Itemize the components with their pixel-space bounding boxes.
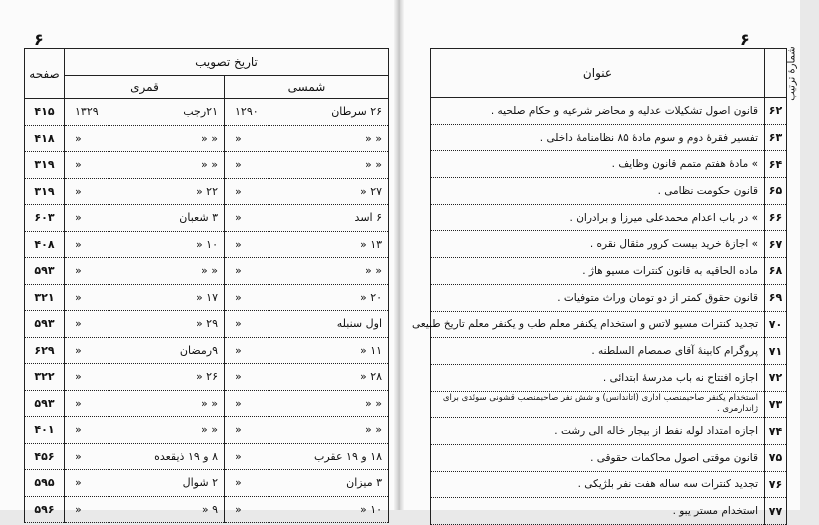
solar-year-cell: » xyxy=(225,152,269,179)
table-row xyxy=(25,364,389,391)
table-row xyxy=(431,391,787,418)
lunar-year-cell: » xyxy=(65,284,109,311)
table-row xyxy=(25,390,389,417)
number-cell: ۶۴ xyxy=(765,151,787,178)
number-cell: ۷۱ xyxy=(765,338,787,365)
title-cell: اجازه افتتاح نه باب مدرسهٔ ابتدائی . xyxy=(431,364,765,391)
lunar-year-cell: » xyxy=(65,125,109,152)
lunar-date-cell: » ۲۶ xyxy=(109,364,225,391)
page-cell: ۵۹۳ xyxy=(25,258,65,285)
solar-year-cell: » xyxy=(225,178,269,205)
lunar-year-cell: » xyxy=(65,152,109,179)
table-row xyxy=(25,178,389,205)
lunar-year-cell: » xyxy=(65,417,109,444)
title-cell: قانون حقوق کمتر از دو تومان وراث متوفیات . xyxy=(431,284,765,311)
solar-year-cell: ۱۲۹۰ xyxy=(225,99,269,126)
lunar-date-cell: » ۱۷ xyxy=(109,284,225,311)
title-cell: قانون موقتی اصول محاکمات حقوقی . xyxy=(431,444,765,471)
number-cell: ۷۷ xyxy=(765,498,787,525)
header-page: صفحه xyxy=(25,49,65,99)
table-row xyxy=(25,231,389,258)
title-cell: » در باب اعدام محمدعلی میرزا و برادران . xyxy=(431,204,765,231)
page-number: ۶ xyxy=(34,30,44,49)
solar-date-cell: » ۱۰ xyxy=(269,496,389,523)
lunar-year-cell: ۱۳۲۹ xyxy=(65,99,109,126)
solar-year-cell: » xyxy=(225,364,269,391)
lunar-year-cell: » xyxy=(65,337,109,364)
solar-year-cell: » xyxy=(225,390,269,417)
table-row xyxy=(431,418,787,445)
number-cell: ۶۷ xyxy=(765,231,787,258)
number-cell: ۷۵ xyxy=(765,444,787,471)
solar-year-cell: » xyxy=(225,496,269,523)
approval-dates-table xyxy=(24,48,389,523)
title-cell: » اجازهٔ خرید بیست کرور مثقال نقره . xyxy=(431,231,765,258)
solar-year-cell: » xyxy=(225,205,269,232)
table-row xyxy=(431,151,787,178)
table-row xyxy=(25,284,389,311)
lunar-date-cell: ۹رمضان xyxy=(109,337,225,364)
number-cell: ۷۴ xyxy=(765,418,787,445)
solar-date-cell: » ۲۰ xyxy=(269,284,389,311)
solar-date-cell: ۱۸ و ۱۹ عقرب xyxy=(269,443,389,470)
titles-table xyxy=(412,45,798,525)
solar-date-cell: » » xyxy=(269,125,389,152)
solar-date-cell: » ۲۷ xyxy=(269,178,389,205)
solar-year-cell: » xyxy=(225,443,269,470)
solar-year-cell: » xyxy=(225,470,269,497)
table-row xyxy=(431,444,787,471)
header-lunar: قمری xyxy=(65,76,225,99)
solar-year-cell: » xyxy=(225,337,269,364)
number-cell: ۷۲ xyxy=(765,364,787,391)
lunar-date-cell: » ۹ xyxy=(109,496,225,523)
number-cell: ۷۳ xyxy=(765,391,787,418)
table-row xyxy=(431,471,787,498)
number-cell: ۷۶ xyxy=(765,471,787,498)
book-gutter xyxy=(394,0,404,510)
table-row xyxy=(431,178,787,205)
solar-date-cell: » ۱۱ xyxy=(269,337,389,364)
solar-date-cell: » » xyxy=(269,417,389,444)
title-cell: اجازه امتداد لوله نفط از بیجار خاله الی رشت . xyxy=(431,418,765,445)
title-cell: تفسیر فقرهٔ دوم و سوم مادهٔ ۸۵ نظامنامهٔ داخلی . xyxy=(431,124,765,151)
page-cell: ۵۹۳ xyxy=(25,311,65,338)
table-row xyxy=(25,152,389,179)
solar-date-cell: ۶ اسد xyxy=(269,205,389,232)
number-cell: ۶۲ xyxy=(765,98,787,125)
header-number-label: شمارهٔ ترتیب xyxy=(786,45,798,101)
page-number: ۶ xyxy=(740,30,750,49)
number-cell: ۶۵ xyxy=(765,178,787,205)
number-cell: ۷۰ xyxy=(765,311,787,338)
solar-year-cell: » xyxy=(225,231,269,258)
lunar-date-cell: ۳ شعبان xyxy=(109,205,225,232)
page-cell: ۴۰۱ xyxy=(25,417,65,444)
lunar-date-cell: » ۱۰ xyxy=(109,231,225,258)
table-row xyxy=(25,443,389,470)
solar-year-cell: » xyxy=(225,417,269,444)
lunar-date-cell: » » xyxy=(109,417,225,444)
solar-year-cell: » xyxy=(225,125,269,152)
lunar-date-cell: ۲۱رجب xyxy=(109,99,225,126)
lunar-year-cell: » xyxy=(65,311,109,338)
table-row xyxy=(25,470,389,497)
lunar-year-cell: » xyxy=(65,496,109,523)
lunar-year-cell: » xyxy=(65,231,109,258)
table-row xyxy=(25,125,389,152)
page-cell: ۳۲۱ xyxy=(25,284,65,311)
left-page xyxy=(0,0,400,516)
table-row xyxy=(25,205,389,232)
table-row xyxy=(431,338,787,365)
lunar-year-cell: » xyxy=(65,470,109,497)
solar-date-cell: » » xyxy=(269,258,389,285)
table-row xyxy=(25,496,389,523)
title-cell: استخدام یکنفر صاحبمنصب اداری (اتاندانس) و شش نفر صاحبمنصب قشونی سوئدی برای ژاندارمری . xyxy=(431,391,765,418)
solar-date-cell: » ۱۳ xyxy=(269,231,389,258)
table-row xyxy=(431,231,787,258)
number-cell: ۶۳ xyxy=(765,124,787,151)
table-row xyxy=(25,337,389,364)
page-cell: ۵۹۶ xyxy=(25,496,65,523)
table-row xyxy=(431,364,787,391)
page-cell: ۵۹۵ xyxy=(25,470,65,497)
lunar-year-cell: » xyxy=(65,258,109,285)
page-cell: ۴۵۶ xyxy=(25,443,65,470)
title-cell: تجدید کنترات مسیو لاتس و استخدام یکنفر معلم طب و یکنفر معلم تاریخ طبیعی xyxy=(431,311,765,338)
solar-date-cell: » » xyxy=(269,152,389,179)
table-row xyxy=(431,498,787,525)
table-row xyxy=(25,417,389,444)
header-approval-date: تاریخ تصویب xyxy=(65,49,389,76)
solar-date-cell: ۳ میزان xyxy=(269,470,389,497)
page-cell: ۴۰۸ xyxy=(25,231,65,258)
table-row xyxy=(431,98,787,125)
title-cell: پروگرام کابینهٔ آقای صمصام السلطنه . xyxy=(431,338,765,365)
table-row xyxy=(25,258,389,285)
table-row xyxy=(431,284,787,311)
title-cell: » مادهٔ هفتم متمم قانون وظایف . xyxy=(431,151,765,178)
lunar-date-cell: » » xyxy=(109,125,225,152)
lunar-year-cell: » xyxy=(65,390,109,417)
table-row xyxy=(431,204,787,231)
solar-date-cell: ۲۶ سرطان xyxy=(269,99,389,126)
header-solar: شمسی xyxy=(225,76,389,99)
page-cell: ۳۲۲ xyxy=(25,364,65,391)
title-cell: تجدید کنترات سه ساله هفت نفر بلژیکی . xyxy=(431,471,765,498)
solar-year-cell: » xyxy=(225,284,269,311)
lunar-date-cell: » » xyxy=(109,390,225,417)
lunar-year-cell: » xyxy=(65,443,109,470)
number-cell: ۶۸ xyxy=(765,258,787,285)
solar-date-cell: » » xyxy=(269,390,389,417)
lunar-date-cell: » » xyxy=(109,152,225,179)
page-cell: ۶۲۹ xyxy=(25,337,65,364)
page-cell: ۶۰۳ xyxy=(25,205,65,232)
page-cell: ۳۱۹ xyxy=(25,152,65,179)
number-cell: ۶۶ xyxy=(765,204,787,231)
solar-year-cell: » xyxy=(225,311,269,338)
lunar-date-cell: ۸ و ۱۹ ذیقعده xyxy=(109,443,225,470)
table-row xyxy=(25,99,389,126)
table-row xyxy=(431,124,787,151)
lunar-date-cell: » ۲۲ xyxy=(109,178,225,205)
right-page xyxy=(400,0,800,518)
lunar-year-cell: » xyxy=(65,178,109,205)
header-number xyxy=(765,45,798,101)
page-cell: ۴۱۵ xyxy=(25,99,65,126)
title-cell: قانون اصول تشکیلات عدلیه و محاضر شرعیه و حکام صلحیه . xyxy=(431,98,765,125)
lunar-date-cell: » ۲۹ xyxy=(109,311,225,338)
number-cell: ۶۹ xyxy=(765,284,787,311)
table-row xyxy=(431,311,787,338)
lunar-year-cell: » xyxy=(65,364,109,391)
page-cell: ۳۱۹ xyxy=(25,178,65,205)
table-row xyxy=(431,258,787,285)
page-cell: ۵۹۳ xyxy=(25,390,65,417)
table-row xyxy=(25,311,389,338)
solar-year-cell: » xyxy=(225,258,269,285)
title-cell: ماده الحاقیه به قانون کنترات مسیو هاژ . xyxy=(431,258,765,285)
solar-date-cell: » ۲۸ xyxy=(269,364,389,391)
solar-date-cell: اول سنبله xyxy=(269,311,389,338)
lunar-date-cell: » » xyxy=(109,258,225,285)
header-title: عنوان xyxy=(431,49,765,98)
title-cell: استخدام مستر یبو . xyxy=(431,498,765,525)
title-cell: قانون حکومت نظامی . xyxy=(431,178,765,205)
lunar-date-cell: ۲ شوال xyxy=(109,470,225,497)
page-cell: ۴۱۸ xyxy=(25,125,65,152)
lunar-year-cell: » xyxy=(65,205,109,232)
